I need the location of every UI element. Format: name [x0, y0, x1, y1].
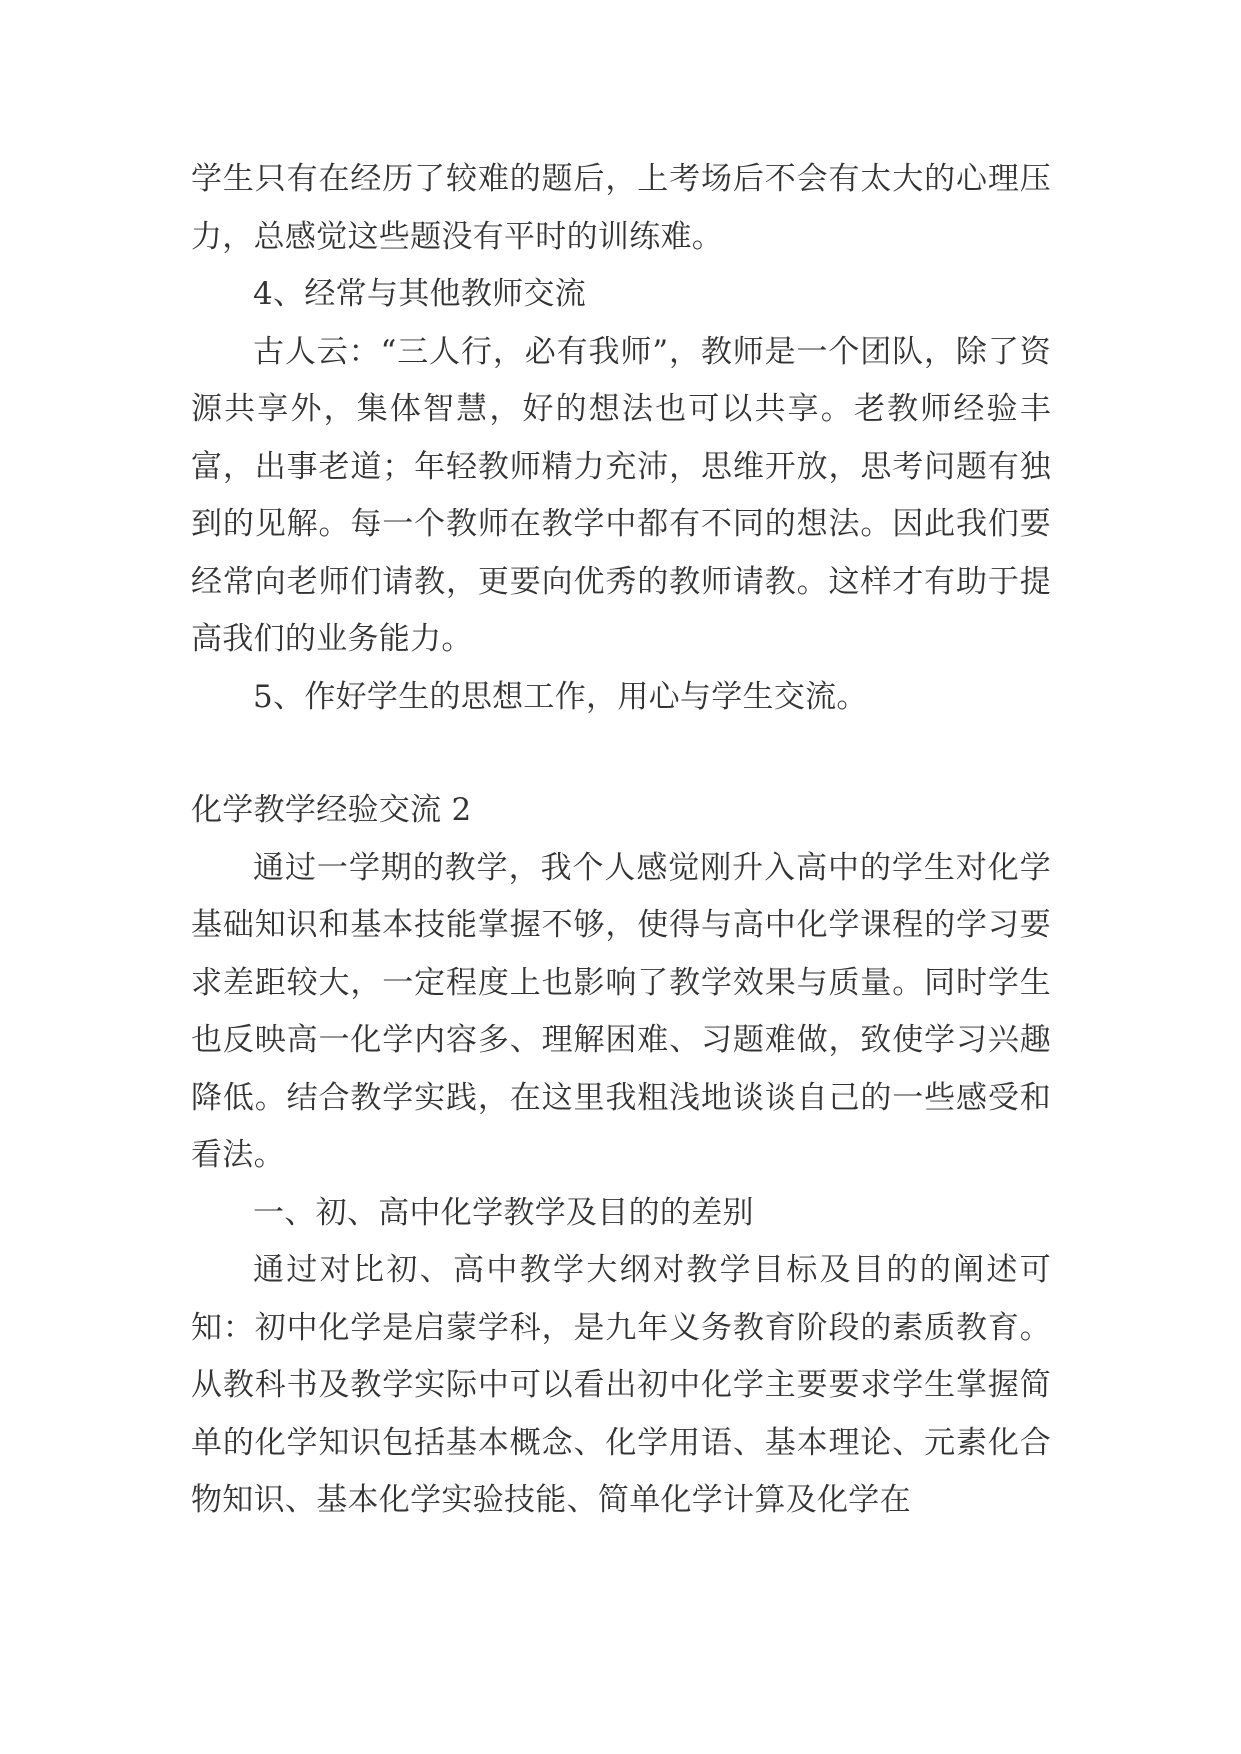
paragraph-subheading-4: 4、经常与其他教师交流	[253, 276, 587, 312]
paragraph-continuation: 学生只有在经历了较难的题后，上考场后不会有太大的心理压力，总感觉这些题没有平时的训练难。	[191, 161, 1051, 255]
paragraph-body: 古人云：“三人行，必有我师”，教师是一个团队，除了资源共享外，集体智慧，好的想法也可以共享。老教师经验丰富，出事老道；年轻教师精力充沛，思维开放，思考问题有独到的见解。每一个教师在教学中都有不同的想法。因此我们要经常向老师们请教，更要向优秀的教师请教。这样才有助于提高我们的业务能力。	[191, 333, 1051, 657]
section-heading: 化学教学经验交流 2	[191, 792, 472, 828]
paragraph-body: 通过一学期的教学，我个人感觉刚升入高中的学生对化学基础知识和基本技能掌握不够，使得与高中化学课程的学习要求差距较大，一定程度上也影响了教学效果与质量。同时学生也反映高一化学内容多、理解困难、习题难做，致使学习兴趣降低。结合教学实践，在这里我粗浅地谈谈自己的一些感受和看法。	[191, 849, 1051, 1173]
paragraph-subheading-5: 5、作好学生的思想工作，用心与学生交流。	[253, 678, 868, 715]
paragraph-subheading-1: 一、初、高中化学教学及目的的差别	[253, 1194, 754, 1231]
paragraph-body: 通过对比初、高中教学大纲对教学目标及目的的阐述可知：初中化学是启蒙学科，是九年义务教育阶段的素质教育。从教科书及教学实际中可以看出初中化学主要要求学生掌握简单的化学知识包括基本概念、化学用语、基本理论、元素化合物知识、基本化学实验技能、简单化学计算及化学在	[191, 1252, 1051, 1518]
document-body	[191, 151, 1051, 1530]
